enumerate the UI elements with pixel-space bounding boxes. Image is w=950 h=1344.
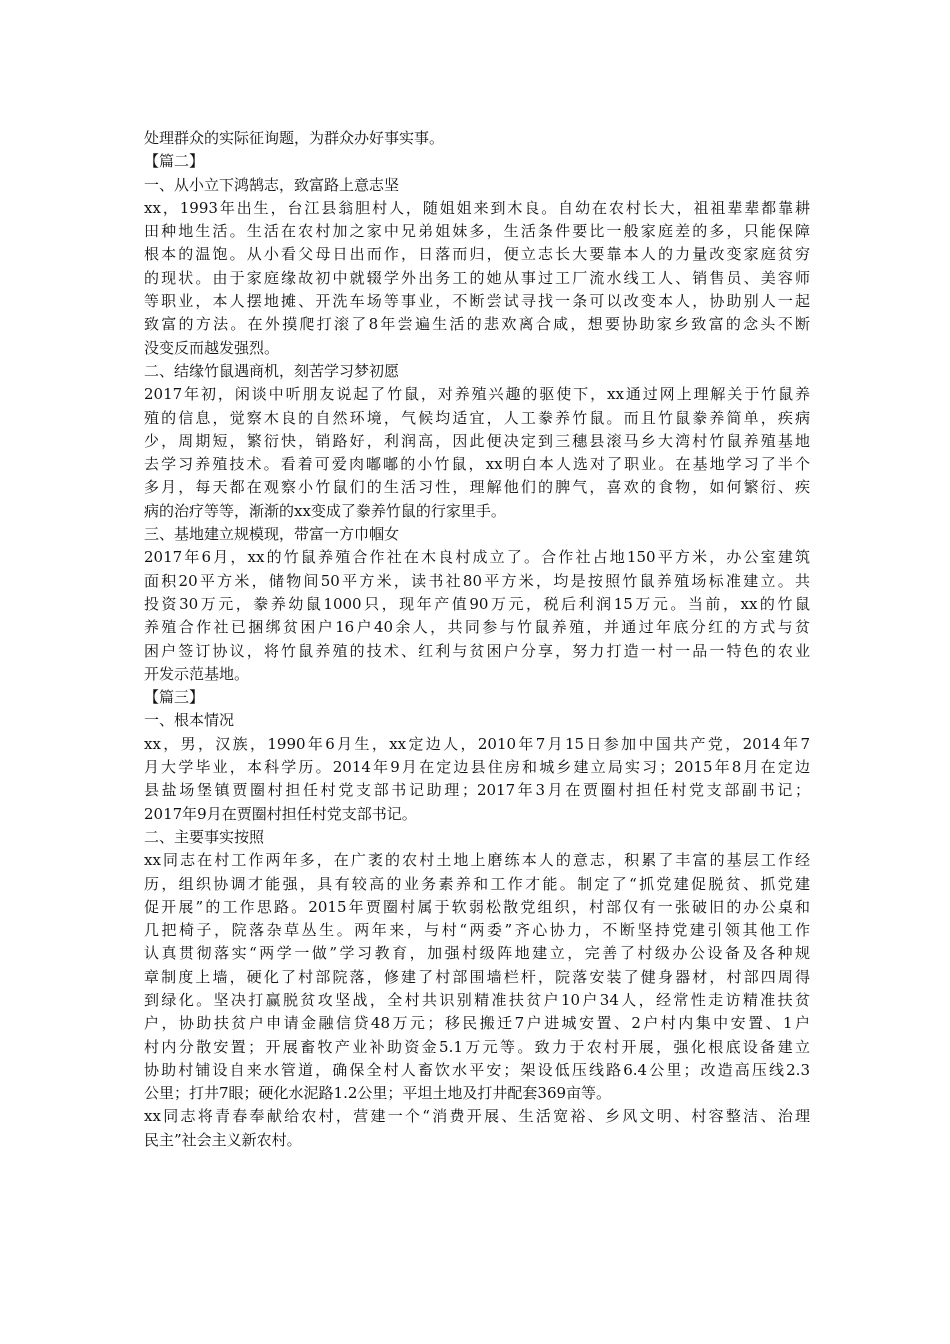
text-line: 面积20平方米，储物间50平方米，读书社80平方米，均是按照竹鼠养殖场标准建立。共 xyxy=(144,571,810,590)
text-line: 县盐场堡镇贾圈村担任村党支部书记助理；2017年3月在贾圈村担任村党支部副书记； xyxy=(144,781,810,800)
text-line: 二、结缘竹鼠遇商机，刻苦学习梦初愿 xyxy=(144,361,400,380)
text-line: 2017年9月在贾圈村担任村党支部书记。 xyxy=(144,804,417,823)
text-line: xx同志将青春奉献给农村，营建一个“消费开展、生活宽裕、乡风文明、村容整洁、治理 xyxy=(144,1107,810,1126)
text-line: 一、根本情况 xyxy=(144,711,235,730)
text-line: 开发示范基地。 xyxy=(144,664,250,683)
text-line: 少，周期短，繁衍快，销路好，利润高，因此便决定到三穗县滚马乡大湾村竹鼠养殖基地 xyxy=(144,431,810,450)
text-line: 2017年6月，xx的竹鼠养殖合作社在木良村成立了。合作社占地150平方米，办公室建筑 xyxy=(144,548,810,567)
text-line: 困户签订协议，将竹鼠养殖的技术、红利与贫困户分享，努力打造一村一品一特色的农业 xyxy=(144,641,810,660)
text-line: 【篇三】 xyxy=(144,688,205,707)
text-line: 多月，每天都在观察小竹鼠们的生活习性，理解他们的脾气，喜欢的食物，如何繁衍、疾 xyxy=(144,478,810,497)
text-line: 等职业，本人摆地摊、开洗车场等事业，不断尝试寻找一条可以改变本人，协助别人一起 xyxy=(144,292,810,311)
text-line: 的现状。由于家庭缘故初中就辍学外出务工的她从事过工厂流水线工人、销售员、美容师 xyxy=(144,268,810,287)
text-line: 处理群众的实际征询题，为群众办好事实事。 xyxy=(144,129,445,147)
text-line: 病的治疗等等，渐渐的xx变成了豢养竹鼠的行家里手。 xyxy=(144,501,506,520)
text-line: 章制度上墙，硬化了村部院落，修建了村部围墙栏杆，院落安装了健身器材，村部四周得 xyxy=(144,967,810,986)
text-line: xx，1993年出生，台江县翁胆村人，随姐姐来到木良。自幼在农村长大，祖祖辈辈都靠耕 xyxy=(144,198,810,217)
text-line: 促开展”的工作思路。2015年贾圈村属于软弱松散党组织，村部仅有一张破旧的办公桌和 xyxy=(144,897,810,916)
text-line: 根本的温饱。从小看父母日出而作，日落而归，便立志长大要靠本人的力量改变家庭贫穷 xyxy=(144,245,810,264)
text-line: 二、主要事实按照 xyxy=(144,827,265,846)
text-line: 2017年初，闲谈中听朋友说起了竹鼠，对养殖兴趣的驱使下，xx通过网上理解关于竹鼠养 xyxy=(144,385,810,404)
text-line: 【篇二】 xyxy=(144,152,205,171)
document-page xyxy=(144,127,810,1152)
text-line: 三、基地建立规模现，带富一方巾帼女 xyxy=(144,525,400,544)
text-line: xx同志在村工作两年多，在广袤的农村土地上磨练本人的意志，积累了丰富的基层工作经 xyxy=(144,851,810,870)
text-line: 养殖合作社已捆绑贫困户16户40余人，共同参与竹鼠养殖，并通过年底分红的方式与贫 xyxy=(144,618,810,637)
text-line: 户，协助扶贫户申请金融信贷48万元；移民搬迁7户进城安置、2户村内集中安置、1户 xyxy=(144,1014,810,1033)
text-line: 去学习养殖技术。看着可爱肉嘟嘟的小竹鼠，xx明白本人选对了职业。在基地学习了半个 xyxy=(144,455,810,474)
text-line: 投资30万元，豢养幼鼠1000只，现年产值90万元，税后利润15万元。当前，xx的竹鼠 xyxy=(144,594,810,613)
text-line: 殖的信息，觉察木良的自然环境，气候均适宜，人工豢养竹鼠。而且竹鼠豢养简单，疾病 xyxy=(144,408,810,427)
text-line: 到绿化。坚决打赢脱贫攻坚战，全村共识别精准扶贫户10户34人，经常性走访精准扶贫 xyxy=(144,990,810,1009)
text-line: 公里；打井7眼；硬化水泥路1.2公里；平坦土地及打井配套369亩等。 xyxy=(144,1084,612,1103)
text-line: 田种地生活。生活在农村加之家中兄弟姐妹多，生活条件要比一般家庭差的多，只能保障 xyxy=(144,222,810,241)
text-line: 月大学毕业，本科学历。2014年9月在定边县住房和城乡建立局实习；2015年8月在定边 xyxy=(144,758,810,777)
text-line: 致富的方法。在外摸爬打滚了8年尝遍生活的悲欢离合咸，想要协助家乡致富的念头不断 xyxy=(144,315,810,334)
text-line: 没变反而越发强烈。 xyxy=(144,338,280,357)
text-line: 村内分散安置；开展畜牧产业补助资金5.1万元等。致力于农村开展，强化根底设备建立 xyxy=(144,1037,810,1056)
text-line: 几把椅子，院落杂草丛生。两年来，与村“两委”齐心协力，不断坚持党建引领其他工作 xyxy=(144,921,810,940)
text-line: 民主”社会主义新农村。 xyxy=(144,1130,302,1149)
text-line: 历，组织协调才能强，具有较高的业务素养和工作才能。制定了“抓党建促脱贫、抓党建 xyxy=(144,874,810,893)
text-line: 认真贯彻落实“两学一做”学习教育，加强村级阵地建立，完善了村级办公设备及各种规 xyxy=(144,944,810,963)
text-line: 协助村铺设自来水管道，确保全村人畜饮水平安；架设低压线路6.4公里；改造高压线2.3 xyxy=(144,1060,810,1079)
text-line: xx，男，汉族，1990年6月生，xx定边人，2010年7月15日参加中国共产党，2014年7 xyxy=(144,734,810,753)
text-line: 一、从小立下鸿鹄志，致富路上意志坚 xyxy=(144,175,400,194)
